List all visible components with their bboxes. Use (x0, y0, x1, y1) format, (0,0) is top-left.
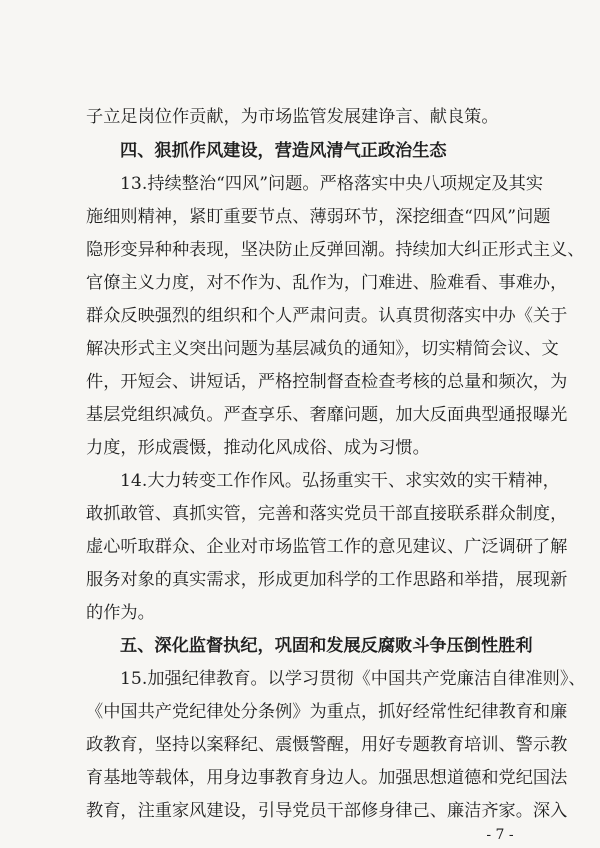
text-line: 力度，形成震慑，推动化风成俗、成为习惯。 (86, 438, 430, 458)
text-line: 施细则精神，紧盯重要节点、薄弱环节，深挖细查“四风”问题 (86, 207, 551, 227)
text-line: 育基地等载体，用身边事教育身边人。加强思想道德和党纪国法 (86, 768, 568, 788)
text-line: 虚心听取群众、企业对市场监管工作的意见建议、广泛调研了解 (86, 537, 568, 557)
text-line: 15.加强纪律教育。以学习贯彻《中国共产党廉洁自律准则》、 (120, 669, 586, 689)
section-heading: 四、狠抓作风建设，营造风清气正政治生态 (120, 141, 447, 161)
text-line: 敢抓敢管、真抓实管，完善和落实党员干部直接联系群众制度， (86, 504, 568, 524)
text-line: 14.大力转变工作作风。弘扬重实干、求实效的实干精神， (120, 471, 560, 491)
section-heading: 五、深化监督执纪，巩固和发展反腐败斗争压倒性胜利 (120, 636, 533, 656)
text-line: 子立足岗位作贡献，为市场监管发展建诤言、献良策。 (86, 107, 499, 127)
text-line: 基层党组织减负。严查享乐、奢靡问题，加大反面典型通报曝光 (86, 405, 568, 425)
text-line: 政教育，坚持以案释纪、震慑警醒，用好专题教育培训、警示教 (86, 735, 568, 755)
text-line: 隐形变异种种表现，坚决防止反弹回潮。持续加大纠正形式主义、 (86, 240, 585, 260)
text-line: 13.持续整治“四风”问题。严格落实中央八项规定及其实 (120, 174, 544, 194)
text-line: 件，开短会、讲短话，严格控制督查检查考核的总量和频次，为 (86, 372, 568, 392)
text-line: 教育，注重家风建设，引导党员干部修身律己、廉洁齐家。深入 (86, 801, 568, 821)
text-line: 解决形式主义突出问题为基层减负的通知》，切实精简会议、文 (86, 339, 559, 359)
text-line: 群众反映强烈的组织和个人严肃问责。认真贯彻落实中办《关于 (86, 306, 568, 326)
page-number: - 7 - (486, 827, 514, 843)
text-line: 服务对象的真实需求，形成更加科学的工作思路和举措，展现新 (86, 570, 568, 590)
text-line: 官僚主义力度，对不作为、乱作为，门难进、脸难看、事难办， (86, 273, 568, 293)
text-line: 《中国共产党纪律处分条例》为重点，抓好经常性纪律教育和廉 (86, 702, 568, 722)
text-line: 的作为。 (86, 603, 155, 623)
